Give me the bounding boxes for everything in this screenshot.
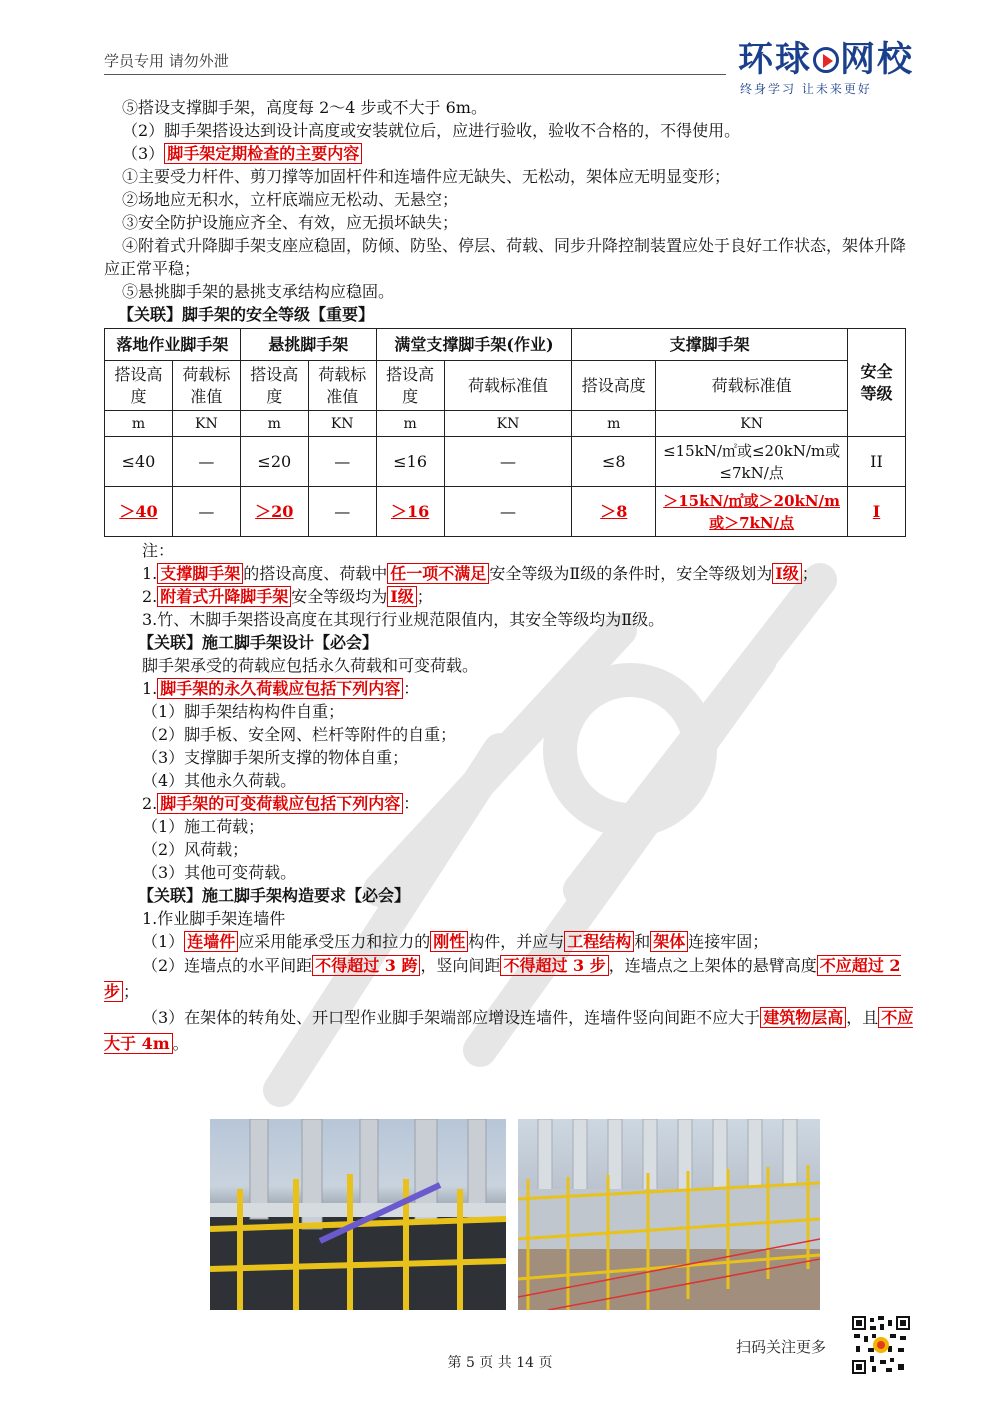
brand-logo [738, 40, 918, 100]
table-header: 落地作业脚手架 [105, 329, 241, 361]
para-line: ①主要受力杆件、剪刀撑等加固杆件和连墙件应无缺失、无松动，架体应无明显变形； [122, 167, 731, 186]
note-num: 1. [142, 564, 158, 583]
highlight: 不应超过 2 步 [104, 956, 901, 1001]
para-prefix: （3） [122, 144, 165, 163]
highlight: 建筑物层高 [760, 1007, 846, 1028]
table-cell: ＞8 [572, 487, 656, 537]
note-text: 的搭设高度、荷载中 [243, 564, 388, 583]
note-line [104, 585, 916, 608]
list-item: （1）施工荷载； [142, 817, 265, 836]
para-line: （2）脚手架搭设达到设计高度或安装就位后，应进行验收，验收不合格的，不得使用。 [122, 121, 741, 140]
para-line [104, 953, 916, 1005]
table-cell: ＞15kN/㎡或＞20kN/m或＞7kN/点 [656, 487, 848, 537]
scaffold-photo-closeup [210, 1119, 506, 1310]
para-line: 脚手架承受的荷载应包括永久荷载和可变荷载。 [142, 656, 479, 675]
table-cell: ≤40 [105, 437, 173, 487]
highlight: 连墙件 [184, 931, 238, 952]
list-item: （2）风荷载； [142, 840, 249, 859]
list-item: （3）支撑脚手架所支撑的物体自重； [142, 748, 409, 767]
list-item: （1）脚手架结构构件自重； [142, 702, 345, 721]
page-number: 第 5 页 共 14 页 [447, 1355, 553, 1371]
text: 构件，并应与 [468, 932, 565, 951]
num: 2. [142, 794, 158, 813]
text: 应采用能承受压力和拉力的 [238, 932, 431, 951]
table-cell: — [308, 437, 376, 487]
table-unit: m [240, 411, 308, 437]
subsection-title: 1.作业脚手架连墙件 [142, 909, 286, 928]
subsection-title [104, 677, 916, 700]
scaffold-photo-wide [518, 1119, 820, 1310]
table-subheader: 搭设高度 [105, 361, 173, 411]
list-item: （4）其他永久荷载。 [142, 771, 297, 790]
text: （2）连墙点的水平间距 [142, 956, 313, 975]
table-unit: KN [172, 411, 240, 437]
table-cell: ≤8 [572, 437, 656, 487]
text: ； [123, 982, 140, 1001]
punct: ： [403, 679, 420, 698]
table-header: 悬挑脚手架 [240, 329, 376, 361]
note-text: 安全等级均为 [291, 587, 388, 606]
note-label: 注： [142, 541, 175, 560]
table-subheader: 搭设高度 [376, 361, 444, 411]
table-cell: — [172, 487, 240, 537]
note-num: 2. [142, 587, 158, 606]
highlight: 任一项不满足 [387, 563, 489, 584]
table-unit: KN [656, 411, 848, 437]
table-cell: — [444, 437, 572, 487]
highlight: 架体 [650, 931, 688, 952]
highlight: 脚手架的永久荷载应包括下列内容 [157, 678, 403, 699]
table-cell: — [444, 487, 572, 537]
highlight: Ⅰ级 [387, 586, 417, 607]
highlight: 脚手架的可变荷载应包括下列内容 [157, 793, 403, 814]
table-cell: ＞40 [105, 487, 173, 537]
table-header: 满堂支撑脚手架(作业) [376, 329, 572, 361]
highlight: 刚性 [430, 931, 468, 952]
logo-text-a: 环球 [738, 40, 813, 80]
text: 。 [172, 1034, 189, 1053]
table-subheader: 搭设高度 [240, 361, 308, 411]
table-cell: ＞16 [376, 487, 444, 537]
para-line: ⑤悬挑脚手架的悬挑支承结构应稳固。 [122, 282, 395, 301]
table-header-grade: 安全等级 [847, 329, 905, 437]
highlight: 工程结构 [564, 931, 634, 952]
section-title: 【关联】脚手架的安全等级【重要】 [118, 305, 375, 324]
header-divider [104, 74, 726, 75]
para-line [104, 930, 916, 953]
highlight: 不得超过 3 跨 [312, 955, 420, 976]
table-cell-grade: II [847, 437, 905, 487]
para-line: ④附着式升降脚手架支座应稳固，防倾、防坠、停层、荷载、同步升降控制装置应处于良好工作状态，架体升降应正常平稳； [104, 236, 907, 278]
table-unit: m [376, 411, 444, 437]
qr-caption: 扫码关注更多 [736, 1338, 827, 1356]
table-unit: KN [308, 411, 376, 437]
table-cell: ≤20 [240, 437, 308, 487]
highlight: 不得超过 3 步 [500, 955, 608, 976]
highlight: 支撑脚手架 [157, 563, 243, 584]
table-header: 支撑脚手架 [572, 329, 848, 361]
text: 和 [634, 932, 651, 951]
note-line [104, 562, 916, 585]
table-cell: — [172, 437, 240, 487]
para-line: ③安全防护设施应齐全、有效，应无损坏缺失； [122, 213, 459, 232]
table-subheader: 荷载标准值 [656, 361, 848, 411]
play-icon [813, 47, 839, 73]
note-text: ； [801, 564, 818, 583]
para-line [104, 142, 916, 165]
table-cell: ≤16 [376, 437, 444, 487]
text: （1） [142, 932, 185, 951]
highlight: 不应大于 4m [104, 1008, 914, 1053]
safety-grade-table [104, 328, 906, 537]
scaffold-photos [210, 1119, 820, 1310]
highlight: 附着式升降脚手架 [157, 586, 291, 607]
header-notice: 学员专用 请勿外泄 [104, 52, 229, 70]
table-unit: KN [444, 411, 572, 437]
table-unit: m [572, 411, 656, 437]
para-line: ②场地应无积水，立杆底端应无松动、无悬空； [122, 190, 459, 209]
para-line [104, 1005, 916, 1057]
punct: ： [403, 794, 420, 813]
text: ，连墙点之上架体的悬臂高度 [608, 956, 817, 975]
para-line: ⑤搭设支撑脚手架，高度每 2～4 步或不大于 6m。 [122, 98, 487, 117]
table-unit: m [105, 411, 173, 437]
table-subheader: 搭设高度 [572, 361, 656, 411]
table-cell: ≤15kN/㎡或≤20kN/m或≤7kN/点 [656, 437, 848, 487]
highlight: Ⅰ级 [772, 563, 802, 584]
highlight: 脚手架定期检查的主要内容 [164, 143, 362, 164]
logo-text-b: 网校 [840, 40, 915, 80]
table-cell: ＞20 [240, 487, 308, 537]
section-title: 【关联】施工脚手架设计【必会】 [138, 633, 379, 652]
note-text: ； [416, 587, 433, 606]
note-line: 3.竹、木脚手架搭设高度在其现行行业规范限值内，其安全等级均为Ⅱ级。 [142, 610, 665, 629]
table-subheader: 荷载标准值 [308, 361, 376, 411]
num: 1. [142, 679, 158, 698]
list-item: （2）脚手板、安全网、栏杆等附件的自重； [142, 725, 457, 744]
text: ，且 [846, 1008, 879, 1027]
table-cell-grade: I [847, 487, 905, 537]
list-item: （3）其他可变荷载。 [142, 863, 297, 882]
subsection-title [104, 792, 916, 815]
table-cell: — [308, 487, 376, 537]
table-subheader: 荷载标准值 [172, 361, 240, 411]
text: ，竖向间距 [420, 956, 501, 975]
section-title: 【关联】施工脚手架构造要求【必会】 [138, 886, 411, 905]
text: （3）在架体的转角处、开口型作业脚手架端部应增设连墙件，连墙件竖向间距不应大于 [142, 1008, 761, 1027]
page-content [104, 96, 916, 1057]
note-text: 安全等级为Ⅱ级的条件时，安全等级划为 [489, 564, 773, 583]
logo-slogan: 终身学习 让未来更好 [740, 82, 872, 96]
text: 连接牢固； [688, 932, 769, 951]
table-subheader: 荷载标准值 [444, 361, 572, 411]
